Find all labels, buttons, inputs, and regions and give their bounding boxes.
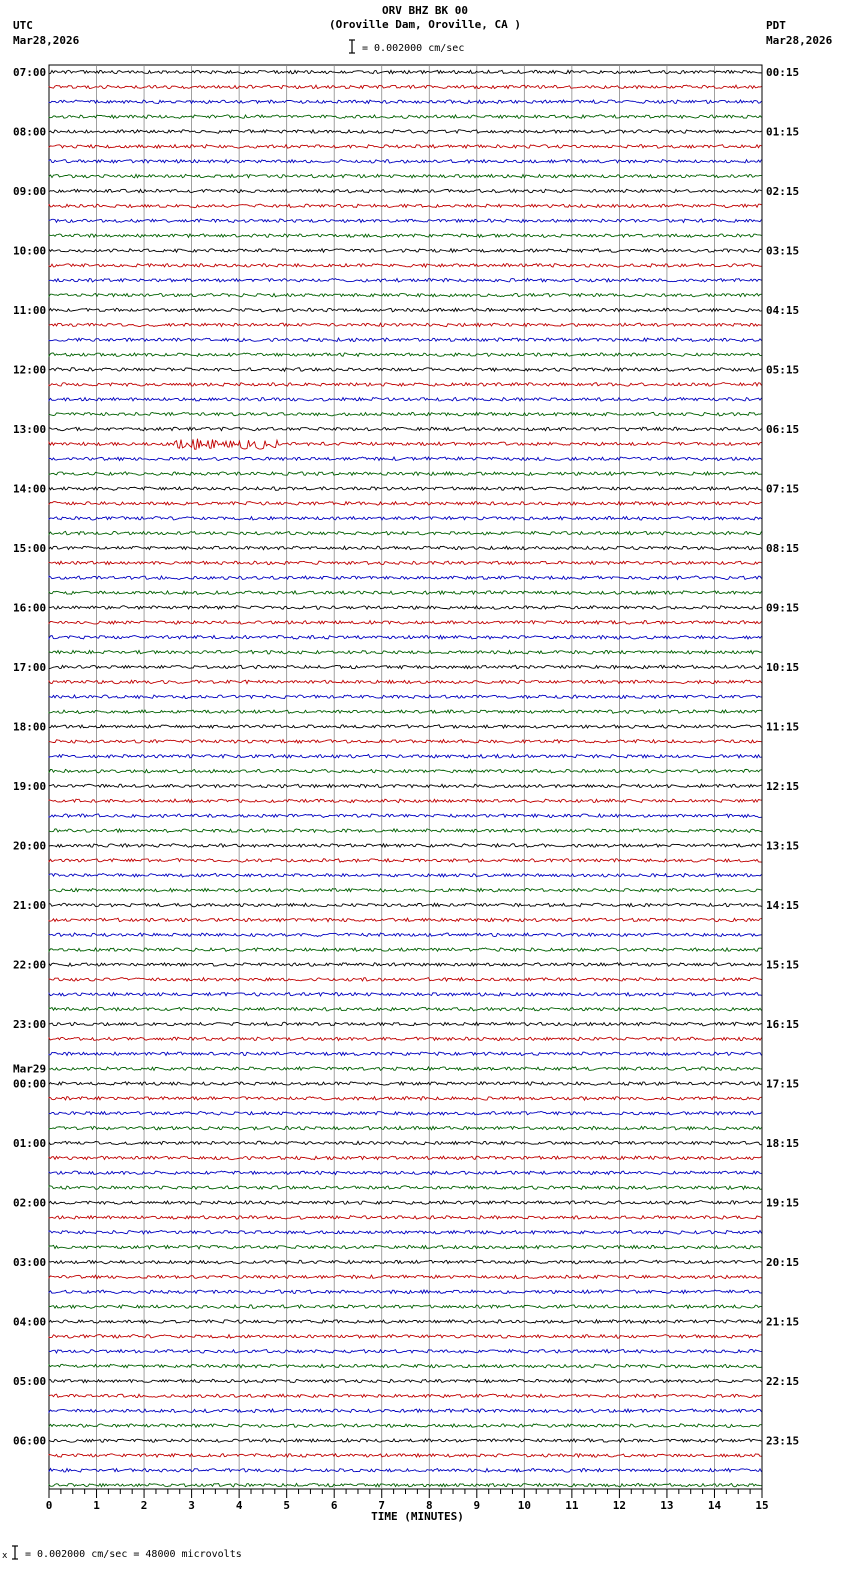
trace-line xyxy=(49,784,762,788)
footer-scale-prefix: x xyxy=(2,1551,8,1561)
trace-line xyxy=(49,963,762,966)
footer-scale-label: = 0.002000 cm/sec = 48000 microvolts xyxy=(25,1549,242,1560)
left-hour-label: 09:00 xyxy=(13,185,47,198)
trace-line xyxy=(49,1454,762,1458)
chart-title: ORV BHZ BK 00 xyxy=(381,4,469,17)
trace-line xyxy=(49,100,762,104)
trace-line xyxy=(49,918,762,922)
left-hour-label: 11:00 xyxy=(13,304,47,317)
trace-line xyxy=(49,234,762,238)
trace-line xyxy=(49,1394,762,1398)
trace-line xyxy=(49,145,762,149)
left-hour-label: 04:00 xyxy=(13,1315,47,1329)
left-hour-label: 08:00 xyxy=(13,125,47,139)
trace-line xyxy=(49,472,762,476)
trace-line xyxy=(49,799,762,803)
trace-line xyxy=(49,903,762,907)
trace-line xyxy=(49,353,762,356)
trace-line xyxy=(49,1439,762,1443)
trace-line xyxy=(49,204,762,208)
x-tick-label: 9 xyxy=(473,1499,481,1512)
left-hour-label: 21:00 xyxy=(13,899,47,912)
right-hour-label: 01:15 xyxy=(766,125,800,139)
trace-line xyxy=(49,710,762,714)
trace-line xyxy=(49,1350,762,1354)
right-hour-label: 05:15 xyxy=(766,363,800,377)
trace-line xyxy=(49,1082,762,1086)
x-tick-label: 0 xyxy=(45,1499,53,1512)
trace-line xyxy=(49,279,762,283)
x-axis-label: TIME (MINUTES) xyxy=(371,1510,464,1523)
trace-line xyxy=(49,487,762,491)
x-tick-label: 8 xyxy=(425,1499,433,1512)
right-hour-label: 15:15 xyxy=(766,958,800,972)
right-hour-label: 19:15 xyxy=(766,1196,800,1210)
x-tick-label: 12 xyxy=(612,1499,627,1512)
x-tick-label: 10 xyxy=(517,1499,531,1512)
left-hour-label: 23:00 xyxy=(13,1018,47,1031)
footer-scale-bar-icon xyxy=(9,1544,21,1562)
right-hour-label: 04:15 xyxy=(766,304,800,317)
left-hour-label: 05:00 xyxy=(13,1375,47,1388)
trace-line xyxy=(49,1320,762,1324)
left-hour-label: 07:00 xyxy=(13,66,47,79)
trace-line xyxy=(49,695,762,698)
trace-line xyxy=(49,531,762,535)
trace-line xyxy=(49,1260,762,1263)
x-tick-label: 3 xyxy=(188,1499,195,1512)
left-hour-label: 18:00 xyxy=(13,720,47,734)
right-hour-label: 17:15 xyxy=(766,1077,800,1091)
left-hour-label: 16:00 xyxy=(13,601,47,615)
trace-line xyxy=(49,219,762,223)
trace-line xyxy=(49,249,762,253)
trace-line xyxy=(49,1409,762,1413)
right-hour-label: 06:15 xyxy=(766,423,800,436)
trace-line xyxy=(49,308,762,312)
trace-line xyxy=(49,1216,762,1220)
left-hour-label: 13:00 xyxy=(13,423,47,436)
right-hour-label: 21:15 xyxy=(766,1315,800,1329)
right-hour-label: 02:15 xyxy=(766,185,800,198)
trace-line xyxy=(49,264,762,268)
trace-line xyxy=(49,1305,762,1308)
trace-line xyxy=(49,502,762,506)
trace-line xyxy=(49,323,762,326)
trace-line xyxy=(49,174,762,178)
trace-line xyxy=(49,1379,762,1383)
trace-line xyxy=(49,293,762,296)
left-hour-label: 22:00 xyxy=(13,958,47,972)
trace-line xyxy=(49,368,762,372)
trace-line xyxy=(49,665,762,668)
left-hour-label: 19:00 xyxy=(13,780,47,793)
trace-line xyxy=(49,160,762,163)
trace-line xyxy=(49,606,762,610)
trace-line xyxy=(49,1230,762,1234)
trace-line xyxy=(49,725,762,729)
right-hour-label: 11:15 xyxy=(766,720,800,734)
trace-line xyxy=(49,635,762,639)
trace-line xyxy=(49,383,762,387)
left-hour-label: 03:00 xyxy=(13,1256,47,1269)
trace-line xyxy=(49,814,762,818)
right-hour-label: 00:15 xyxy=(766,66,800,79)
trace-line xyxy=(49,189,762,193)
trace-line xyxy=(49,1037,762,1040)
trace-line xyxy=(49,1126,762,1130)
left-timezone: UTC xyxy=(13,19,33,32)
trace-line xyxy=(49,621,762,625)
x-tick-label: 4 xyxy=(235,1499,243,1512)
trace-line xyxy=(49,1052,762,1056)
trace-line xyxy=(49,754,762,757)
trace-line xyxy=(49,546,762,550)
trace-line xyxy=(49,1022,762,1026)
left-hour-label: 00:00 xyxy=(13,1077,47,1091)
trace-line xyxy=(49,427,762,431)
right-hour-label: 12:15 xyxy=(766,780,800,793)
trace-line xyxy=(49,993,762,997)
x-tick-label: 2 xyxy=(140,1499,148,1512)
trace-line xyxy=(49,829,762,833)
trace-line xyxy=(49,1483,762,1487)
trace-line xyxy=(49,412,762,415)
trace-line xyxy=(49,1007,762,1010)
x-tick-label: 11 xyxy=(565,1499,579,1512)
trace-line xyxy=(49,933,762,937)
trace-line xyxy=(49,1067,762,1071)
trace-line xyxy=(49,740,762,744)
x-tick-label: 1 xyxy=(93,1499,100,1512)
right-hour-label: 09:15 xyxy=(766,601,800,615)
left-hour-label: 06:00 xyxy=(13,1434,47,1448)
trace-line xyxy=(49,1111,762,1115)
left-date: Mar28,2026 xyxy=(13,34,80,47)
trace-line xyxy=(49,130,762,134)
trace-line xyxy=(49,1275,762,1278)
trace-line xyxy=(49,769,762,772)
trace-line xyxy=(49,576,762,580)
right-hour-label: 18:15 xyxy=(766,1137,800,1150)
trace-line xyxy=(49,1290,762,1294)
left-hour-label: 02:00 xyxy=(13,1196,47,1210)
trace-line xyxy=(49,1171,762,1175)
trace-line xyxy=(49,888,762,892)
trace-line xyxy=(49,1364,762,1368)
trace-line xyxy=(49,873,762,877)
right-hour-label: 07:15 xyxy=(766,482,800,496)
right-hour-label: 14:15 xyxy=(766,899,800,912)
right-hour-label: 23:15 xyxy=(766,1434,800,1448)
trace-line xyxy=(49,439,762,450)
trace-line xyxy=(49,978,762,982)
trace-line xyxy=(49,1141,762,1144)
trace-line xyxy=(49,115,762,118)
trace-line xyxy=(49,1245,762,1249)
trace-line xyxy=(49,591,762,594)
trace-line xyxy=(49,650,762,654)
header-scale-label: = 0.002000 cm/sec xyxy=(362,43,465,54)
trace-line xyxy=(49,338,762,342)
right-hour-label: 10:15 xyxy=(766,661,800,674)
trace-line xyxy=(49,859,762,863)
trace-line xyxy=(49,1424,762,1428)
left-hour-label: 12:00 xyxy=(13,363,47,377)
trace-line xyxy=(49,70,762,73)
left-hour-label: 14:00 xyxy=(13,482,47,496)
x-tick-label: 13 xyxy=(660,1499,674,1512)
right-hour-label: 16:15 xyxy=(766,1018,800,1031)
x-tick-label: 14 xyxy=(707,1499,722,1512)
left-hour-label: 20:00 xyxy=(13,839,47,853)
left-hour-label: 10:00 xyxy=(13,244,47,258)
trace-line xyxy=(49,1335,762,1339)
right-hour-label: 20:15 xyxy=(766,1256,800,1269)
trace-line xyxy=(49,1469,762,1473)
date-change-label: Mar29 xyxy=(13,1062,47,1076)
left-hour-label: 01:00 xyxy=(13,1137,47,1150)
right-date: Mar28,2026 xyxy=(766,34,833,47)
trace-line xyxy=(49,398,762,401)
left-hour-label: 15:00 xyxy=(13,542,47,555)
trace-line xyxy=(49,948,762,952)
right-hour-label: 03:15 xyxy=(766,244,800,258)
trace-line xyxy=(49,1156,762,1160)
right-hour-label: 13:15 xyxy=(766,839,800,853)
x-tick-label: 5 xyxy=(283,1499,290,1512)
x-tick-label: 6 xyxy=(330,1499,338,1512)
trace-line xyxy=(49,457,762,461)
trace-line xyxy=(49,844,762,848)
trace-line xyxy=(49,516,762,520)
trace-line xyxy=(49,85,762,88)
left-hour-label: 17:00 xyxy=(13,661,47,674)
right-timezone: PDT xyxy=(766,19,786,32)
trace-line xyxy=(49,1201,762,1205)
right-hour-label: 08:15 xyxy=(766,542,800,555)
x-tick-label: 15 xyxy=(755,1499,769,1512)
chart-subtitle: (Oroville Dam, Oroville, CA ) xyxy=(328,18,522,31)
trace-line xyxy=(49,561,762,564)
right-hour-label: 22:15 xyxy=(766,1375,800,1388)
trace-line xyxy=(49,1186,762,1190)
trace-line xyxy=(49,680,762,683)
x-tick-label: 7 xyxy=(378,1499,386,1512)
trace-line xyxy=(49,1097,762,1101)
